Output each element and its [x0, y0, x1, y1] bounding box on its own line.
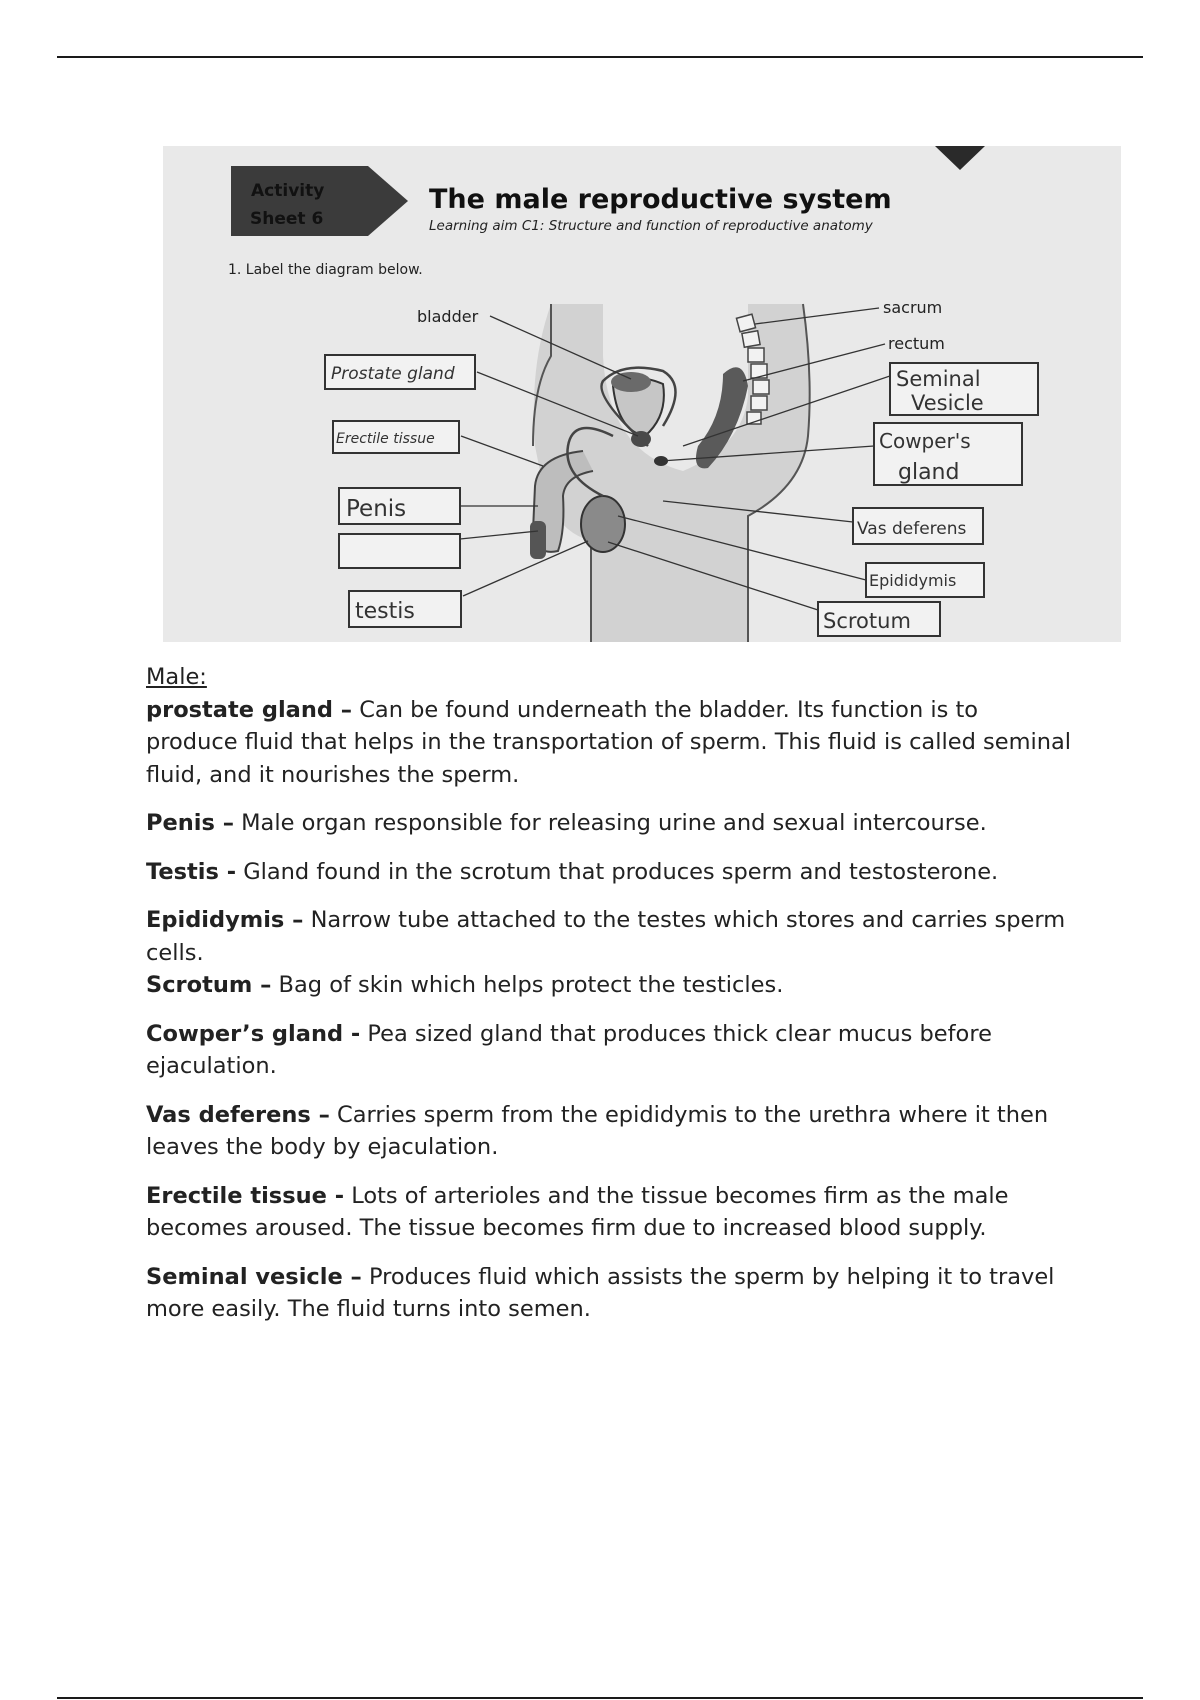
hw-seminal-2: Vesicle — [911, 391, 984, 415]
note-text: Pea sized gland that produces thick clear mucus before ejaculation. — [146, 1020, 992, 1079]
note-testis — [146, 856, 1076, 889]
note-term: Cowper’s gland - — [146, 1020, 361, 1047]
note-text: Lots of arterioles and the tissue becomes firm as the male becomes aroused. The tissue becomes firm due to increased blood supply. — [146, 1182, 1009, 1241]
note-text: Bag of skin which helps protect the testicles. — [271, 972, 784, 998]
note-term: Vas deferens – — [146, 1101, 330, 1128]
notes-section — [146, 661, 1076, 1342]
note-term: Scrotum – — [146, 972, 272, 998]
hw-testis: testis — [355, 599, 415, 624]
hw-penis: Penis — [346, 496, 407, 522]
bottom-rule — [57, 1697, 1143, 1699]
note-text: Carries sperm from the epididymis to the urethra where it then leaves the body by ejaculation. — [146, 1101, 1049, 1160]
note-text: Can be found underneath the bladder. Its function is to produce fluid that helps in the transportation of sperm. This fluid is called seminal fluid, and it nourishes the sperm. — [146, 696, 1072, 788]
note-cowpers — [146, 1018, 1076, 1083]
worksheet-photo — [163, 146, 1121, 642]
note-seminal — [146, 1261, 1076, 1326]
badge-line2: Sheet 6 — [250, 209, 324, 229]
notes-heading: Male: — [146, 664, 207, 690]
note-text: Narrow tube attached to the testes which stores and carries sperm cells. — [146, 907, 1066, 966]
hw-erectile: Erectile tissue — [336, 431, 435, 447]
worksheet-instruction: 1. Label the diagram below. — [228, 262, 423, 278]
note-text: Male organ responsible for releasing urine and sexual intercourse. — [233, 810, 987, 836]
hw-seminal-1: Seminal — [896, 367, 981, 391]
hw-prostate: Prostate gland — [331, 364, 455, 384]
note-scrotum — [146, 969, 1076, 1002]
label-rectum: rectum — [888, 334, 945, 353]
note-penis — [146, 807, 1076, 840]
hw-vas: Vas deferens — [857, 519, 967, 539]
note-text: Produces fluid which assists the sperm by helping it to travel more easily. The fluid turns into semen. — [146, 1263, 1055, 1322]
badge-line1: Activity — [251, 181, 325, 201]
corner-triangle-icon — [935, 146, 985, 170]
note-prostate — [146, 694, 1076, 792]
worksheet-title: The male reproductive system — [429, 184, 892, 215]
note-epididymis — [146, 904, 1076, 969]
note-term: prostate gland – — [146, 696, 353, 723]
hw-cowpers-2: gland — [898, 460, 960, 485]
testis-shape — [581, 496, 625, 552]
note-term: Testis - — [146, 858, 237, 885]
note-vas — [146, 1099, 1076, 1164]
hw-epididymis: Epididymis — [869, 571, 957, 590]
glans-shape — [530, 521, 546, 559]
note-text: Gland found in the scrotum that produces sperm and testosterone. — [236, 858, 999, 885]
note-term: Penis – — [146, 810, 234, 836]
note-term: Epididymis – — [146, 907, 304, 933]
worksheet-subtitle: Learning aim C1: Structure and function of reproductive anatomy — [429, 218, 873, 234]
body-back — [683, 304, 810, 642]
answer-box-blank — [339, 534, 460, 568]
reproductive-diagram — [163, 146, 1121, 642]
hw-scrotum: Scrotum — [823, 609, 911, 633]
top-rule — [57, 56, 1143, 58]
hw-cowpers-1: Cowper's — [879, 429, 971, 453]
label-bladder: bladder — [417, 307, 479, 326]
note-term: Seminal vesicle – — [146, 1263, 362, 1290]
note-erectile — [146, 1180, 1076, 1245]
label-sacrum: sacrum — [883, 298, 943, 317]
note-term: Erectile tissue - — [146, 1182, 345, 1209]
